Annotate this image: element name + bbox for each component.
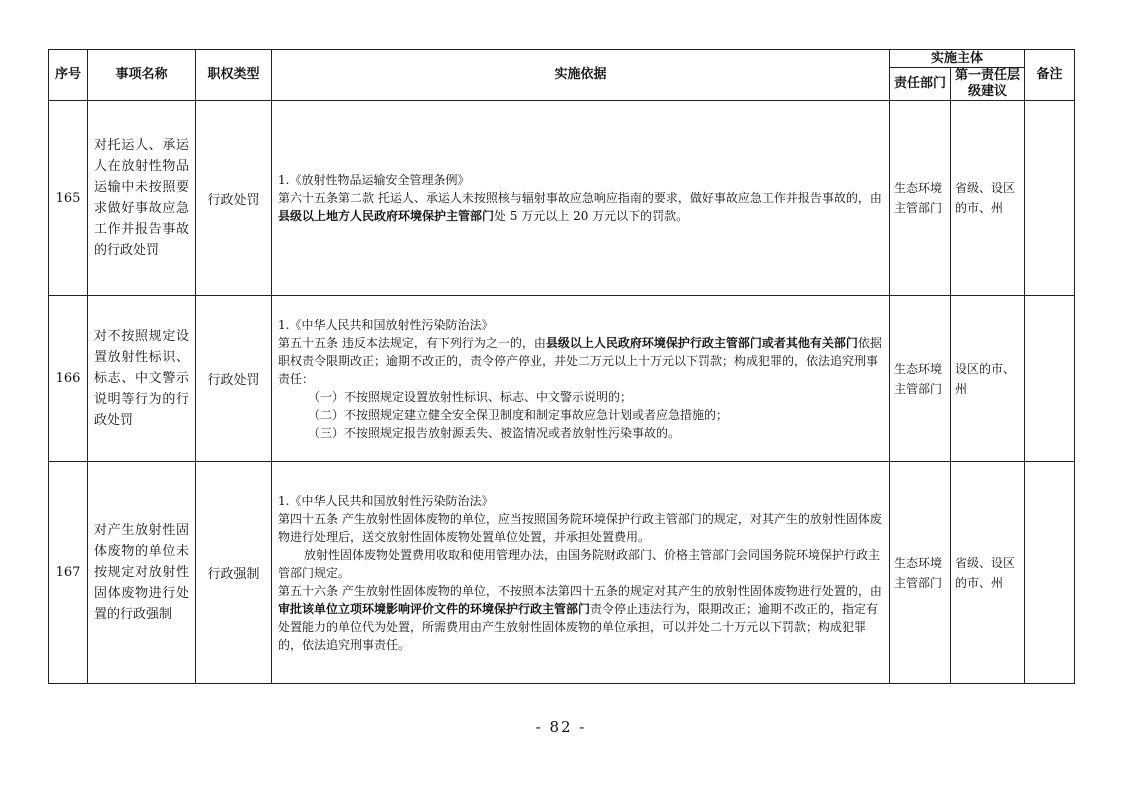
page-number: - 82 -: [535, 718, 587, 736]
law-title: 1.《放射性物品运输安全管理条例》: [278, 173, 470, 187]
law-article: 第六十五条第二款 托运人、承运人未按照核与辐射事故应急响应指南的要求，做好事故应急工作并报告事故的，由县级以上地方人民政府环境保护主管部门处 5 万元以上 20 万元以下的罚款。: [278, 191, 882, 223]
header-seq: 序号: [49, 50, 88, 101]
law-clause: （三）不按照规定报告放射源丢失、被盗情况或者放射性污染事故的。: [308, 425, 681, 440]
responsible-dept: 生态环境主管部门: [890, 296, 951, 462]
responsibility-level: 设区的市、州: [951, 296, 1025, 462]
authority-type: 行政处罚: [196, 296, 272, 462]
responsibility-level: 省级、设区的市、州: [951, 462, 1025, 684]
legal-basis: [272, 462, 890, 684]
header-subject: 实施主体: [890, 50, 1025, 68]
law-article: 第四十五条 产生放射性固体废物的单位，应当按照国务院环境保护行政主管部门的规定，对其产生的放射性固体废物进行处理后，送交放射性固体废物处置单位处置，并承担处置费用。: [278, 511, 882, 544]
row-number: 167: [49, 462, 88, 684]
header-type: 职权类型: [196, 50, 272, 101]
header-level: 第一责任层级建议: [951, 68, 1025, 101]
law-title: 1.《中华人民共和国放射性污染防治法》: [278, 493, 494, 508]
law-title: 1.《中华人民共和国放射性污染防治法》: [278, 317, 494, 332]
law-article: 第五十六条 产生放射性固体废物的单位，不按照本法第四十五条的规定对其产生的放射性固体废物进行处置的，由审批该单位立项环境影响评价文件的环境保护行政主管部门责令停止违法行为，限期改正；逾期不改正的，指定有处置能力的单位代为处置，所需费用由产生放射性固体废物的单位承担，可以并处二十万元以下罚款；构成犯罪的，依法追究刑事责任。: [278, 583, 882, 652]
table-row: [49, 296, 1075, 462]
item-name: 对托运人、承运人在放射性物品运输中未按照要求做好事故应急工作并报告事故的行政处罚: [88, 101, 196, 296]
header-dept: 责任部门: [890, 68, 951, 101]
remarks-cell: [1025, 462, 1075, 684]
legal-basis: [272, 296, 890, 462]
header-basis: 实施依据: [272, 50, 890, 101]
item-name: 对产生放射性固体废物的单位未按规定对放射性固体废物进行处置的行政强制: [88, 462, 196, 684]
responsible-dept: 生态环境主管部门: [890, 462, 951, 684]
responsibility-level: 省级、设区的市、州: [951, 101, 1025, 296]
law-article: 放射性固体废物处置费用收取和使用管理办法，由国务院财政部门、价格主管部门会同国务院环境保护行政主管部门规定。: [278, 547, 881, 580]
row-number: 165: [49, 101, 88, 296]
item-name: 对不按照规定设置放射性标识、标志、中文警示说明等行为的行政处罚: [88, 296, 196, 462]
remarks-cell: [1025, 296, 1075, 462]
authority-type: 行政处罚: [196, 101, 272, 296]
authority-table: [48, 49, 1075, 684]
authority-type: 行政强制: [196, 462, 272, 684]
table-row: [49, 462, 1075, 684]
remarks-cell: [1025, 101, 1075, 296]
law-article: 第五十五条 违反本法规定，有下列行为之一的，由县级以上人民政府环境保护行政主管部门或者其他有关部门依据职权责令限期改正；逾期不改正的，责令停产停业，并处二万元以上十万元以下罚款；构成犯罪的，依法追究刑事责任：: [278, 335, 882, 386]
header-name: 事项名称: [88, 50, 196, 101]
law-clause: （一）不按照规定设置放射性标识、标志、中文警示说明的；: [308, 389, 633, 404]
legal-basis: [272, 101, 890, 296]
header-remarks: 备注: [1025, 50, 1075, 101]
row-number: 166: [49, 296, 88, 462]
table-row: [49, 101, 1075, 296]
responsible-dept: 生态环境主管部门: [890, 101, 951, 296]
law-clause: （二）不按照规定建立健全安全保卫制度和制定事故应急计划或者应急措施的；: [308, 407, 729, 422]
